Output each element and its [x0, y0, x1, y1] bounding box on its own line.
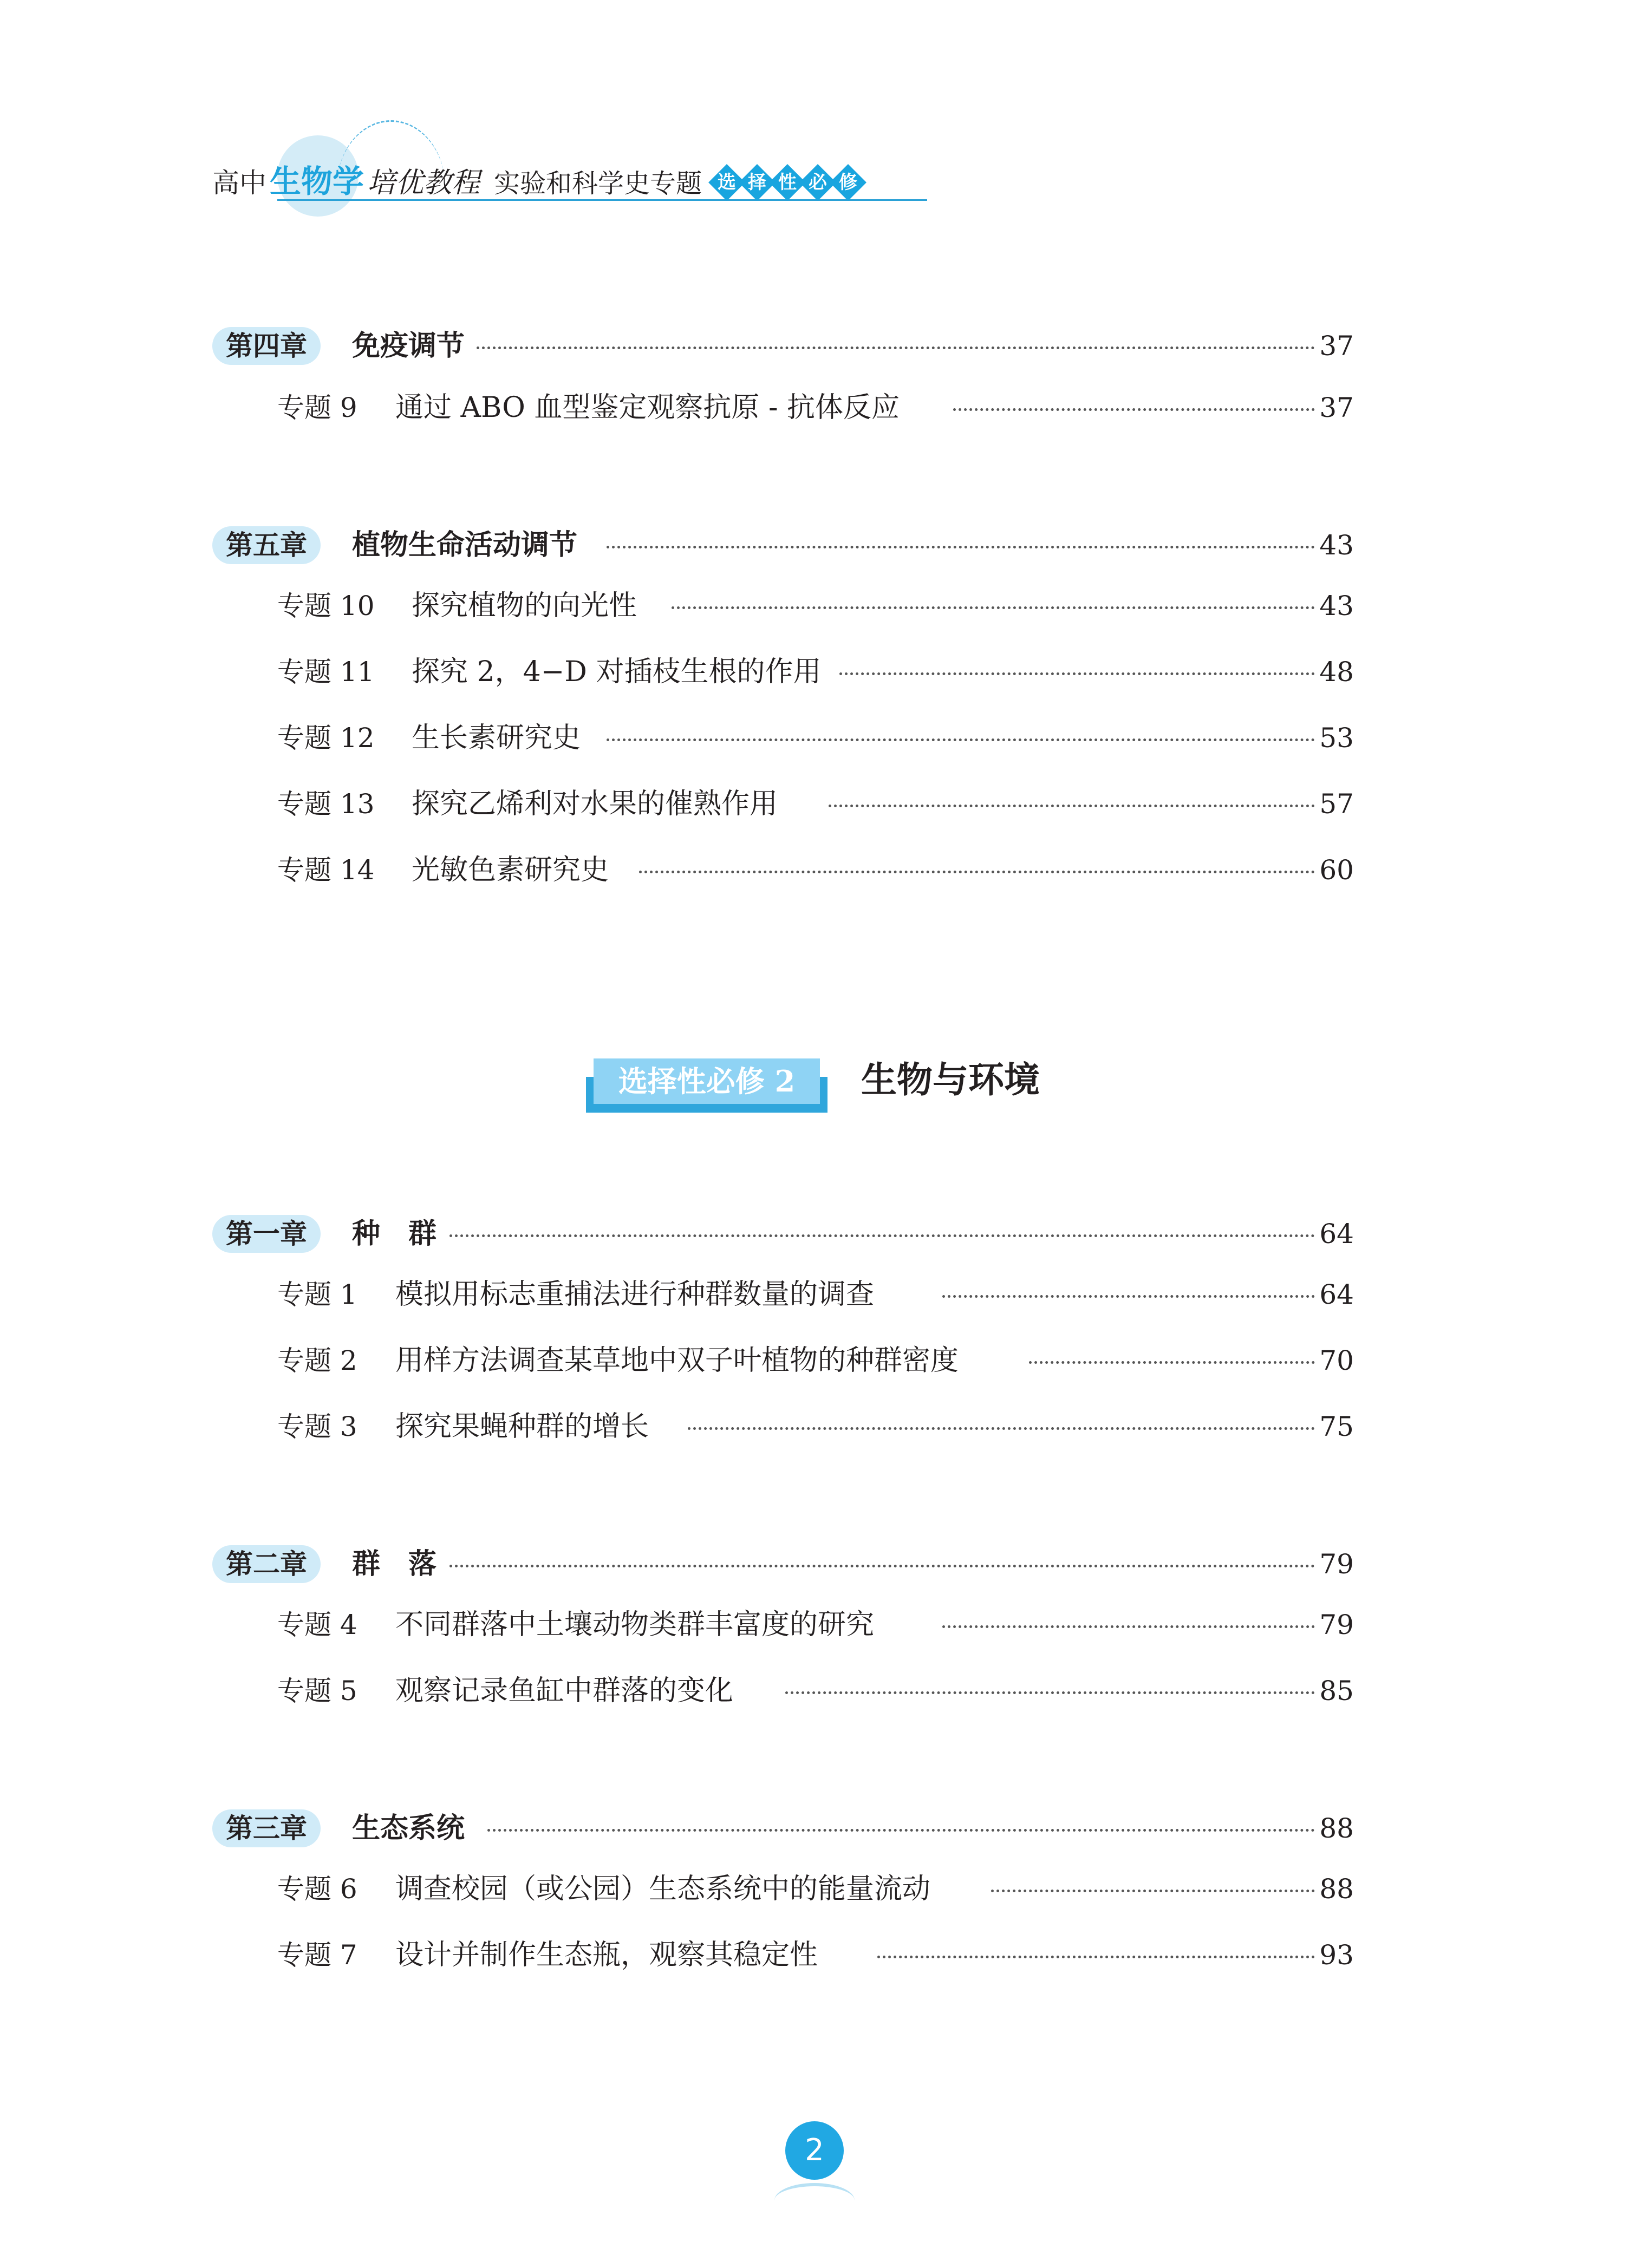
topic-label: 专题 14 [277, 854, 375, 886]
toc-topic-entry[interactable] [0, 779, 1629, 827]
header-text [212, 162, 862, 202]
toc-topic-entry[interactable] [0, 1930, 1629, 1978]
toc-chapter-entry[interactable] [0, 321, 1629, 369]
toc-chapter-entry[interactable] [0, 1803, 1629, 1852]
page-badge-arc-decoration [774, 2183, 855, 2200]
header-subject: 生物学 [270, 163, 364, 200]
dot-leader [607, 546, 1337, 548]
topic-title: 用样方法调查某草地中双子叶植物的种群密度 [395, 1342, 963, 1380]
topic-title: 调查校园（或公园）生态系统中的能量流动 [395, 1870, 935, 1908]
topic-title: 观察记录鱼缸中群落的变化 [395, 1672, 738, 1710]
dot-leader [477, 347, 1337, 349]
page-number: 60 [1316, 851, 1354, 889]
dot-leader [877, 1956, 1337, 1958]
dot-leader [449, 1565, 1337, 1567]
header-series: 培优教程 [367, 167, 480, 199]
header-tag-diamond: 选 [708, 164, 745, 201]
topic-label: 专题 3 [277, 1411, 357, 1442]
toc-chapter-entry[interactable] [0, 1539, 1629, 1587]
topic-title: 模拟用标志重捕法进行种群数量的调查 [395, 1276, 878, 1313]
toc-topic-entry[interactable] [0, 1335, 1629, 1384]
dot-leader [953, 408, 1337, 411]
toc-topic-entry[interactable] [0, 646, 1629, 695]
topic-label: 专题 9 [277, 392, 357, 423]
toc-chapter-entry[interactable] [0, 1208, 1629, 1257]
page-number: 85 [1316, 1672, 1354, 1710]
chapter-label: 第一章 [212, 1215, 321, 1253]
topic-label: 专题 10 [277, 590, 375, 622]
page-number: 88 [1316, 1870, 1354, 1908]
toc-topic-entry[interactable] [0, 1864, 1629, 1912]
topic-label: 专题 7 [277, 1939, 357, 1971]
chapter-label: 第五章 [212, 526, 321, 564]
topic-title: 生长素研究史 [412, 719, 585, 757]
chapter-title: 种 群 [352, 1215, 441, 1253]
page-number: 37 [1316, 327, 1354, 365]
dot-leader [487, 1829, 1337, 1832]
chapter-title: 免疫调节 [352, 327, 469, 365]
toc-topic-entry[interactable] [0, 1665, 1629, 1714]
toc-chapter-entry[interactable] [0, 520, 1629, 568]
page-number: 88 [1316, 1809, 1354, 1847]
page-number: 79 [1316, 1545, 1354, 1583]
topic-title: 通过 ABO 血型鉴定观察抗原 - 抗体反应 [395, 389, 904, 427]
topic-label: 专题 5 [277, 1675, 357, 1707]
topic-title: 探究植物的向光性 [412, 587, 641, 625]
chapter-label: 第二章 [212, 1545, 321, 1583]
topic-label: 专题 12 [277, 722, 375, 754]
topic-title: 探究乙烯利对水果的催熟作用 [412, 785, 782, 823]
page-number: 70 [1316, 1342, 1354, 1380]
toc-topic-entry[interactable] [0, 580, 1629, 629]
dot-leader [449, 1234, 1337, 1237]
header-tag-diamond: 必 [799, 164, 836, 201]
toc-topic-entry[interactable] [0, 1599, 1629, 1648]
header-prefix: 高中 [212, 167, 266, 199]
header-tag [713, 169, 862, 195]
page-number: 43 [1316, 587, 1354, 625]
dot-leader [942, 1625, 1337, 1628]
dot-leader [785, 1691, 1337, 1694]
chapter-label: 第三章 [212, 1809, 321, 1847]
toc-topic-entry[interactable] [0, 845, 1629, 893]
topic-title: 探究果蝇种群的增长 [395, 1408, 653, 1446]
toc-topic-entry[interactable] [0, 382, 1629, 431]
page-number-badge: 2 [785, 2121, 844, 2180]
topic-label: 专题 2 [277, 1345, 357, 1376]
topic-title: 光敏色素研究史 [412, 851, 613, 889]
page-number: 93 [1316, 1936, 1354, 1974]
page-number: 48 [1316, 653, 1354, 691]
toc-topic-entry[interactable] [0, 1401, 1629, 1450]
page-number: 37 [1316, 389, 1354, 427]
page-number: 75 [1316, 1408, 1354, 1446]
dot-leader [607, 738, 1337, 741]
page-number: 64 [1316, 1276, 1354, 1313]
page-number: 57 [1316, 785, 1354, 823]
chapter-title: 群 落 [352, 1545, 441, 1583]
dot-leader [829, 805, 1337, 807]
topic-label: 专题 6 [277, 1873, 357, 1905]
topic-title: 设计并制作生态瓶，观察其稳定性 [395, 1936, 822, 1974]
page-number: 43 [1316, 526, 1354, 564]
header-tag-diamond: 择 [739, 164, 776, 201]
running-header [212, 135, 916, 222]
chapter-label: 第四章 [212, 327, 321, 365]
module-label: 选择性必修 2 [594, 1058, 820, 1104]
topic-title: 不同群落中土壤动物类群丰富度的研究 [395, 1606, 878, 1644]
header-title: 实验和科学史专题 [494, 168, 702, 199]
chapter-title: 生态系统 [352, 1809, 469, 1847]
topic-label: 专题 1 [277, 1279, 357, 1310]
dot-leader [1029, 1361, 1337, 1364]
page-number: 53 [1316, 719, 1354, 757]
dot-leader [639, 871, 1337, 873]
chapter-title: 植物生命活动调节 [352, 526, 582, 564]
dot-leader [672, 606, 1337, 609]
dot-leader [688, 1427, 1337, 1430]
module-banner [586, 1058, 827, 1113]
toc-topic-entry[interactable] [0, 1269, 1629, 1318]
dot-leader [991, 1890, 1337, 1892]
topic-label: 专题 11 [277, 656, 375, 688]
topic-title: 探究 2，4−D 对插枝生根的作用 [412, 653, 826, 691]
header-tag-diamond: 修 [830, 164, 866, 201]
header-tag-diamond: 性 [769, 164, 806, 201]
topic-label: 专题 13 [277, 788, 375, 820]
dot-leader [942, 1295, 1337, 1298]
topic-label: 专题 4 [277, 1609, 357, 1640]
module-title: 生物与环境 [861, 1059, 1040, 1101]
dot-leader [839, 672, 1337, 675]
page-number: 79 [1316, 1606, 1354, 1644]
toc-topic-entry[interactable] [0, 713, 1629, 761]
page-number: 64 [1316, 1215, 1354, 1253]
